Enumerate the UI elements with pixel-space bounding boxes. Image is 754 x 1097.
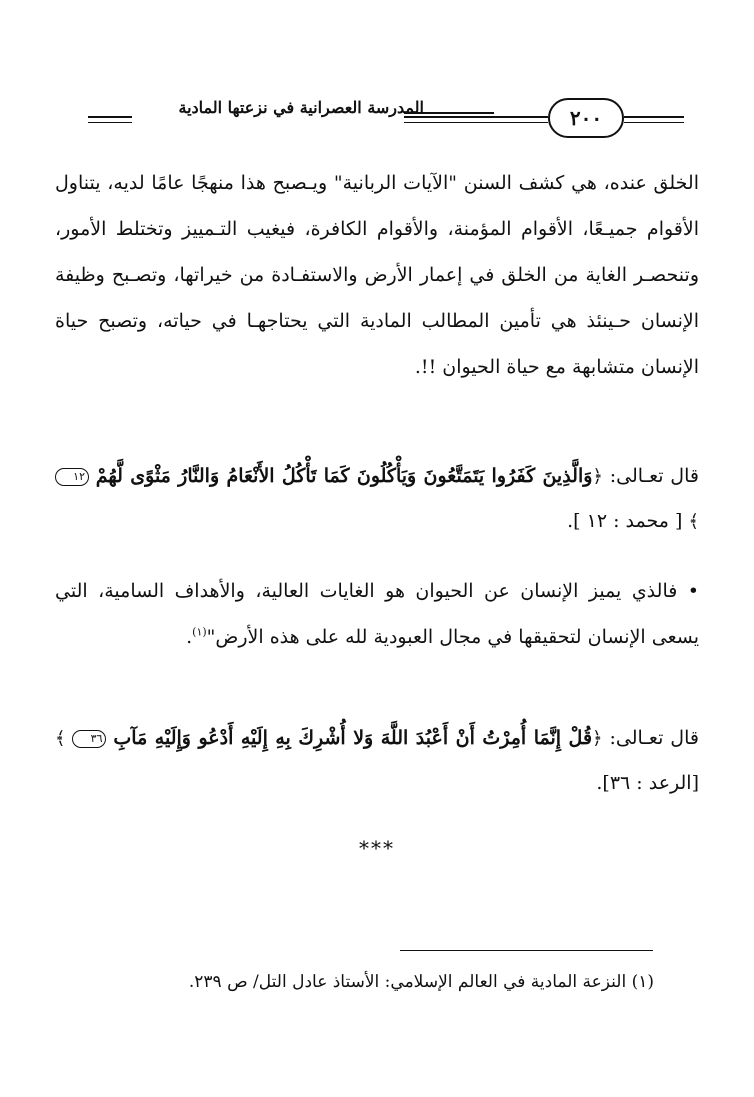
- footnote-reference: (١): [192, 625, 207, 639]
- quote-1-verse-number: ١٢: [55, 468, 89, 486]
- header-rule-far-right-thin: [88, 122, 132, 123]
- paragraph-2-text: • فالذي يميز الإنسان عن الحيوان هو الغايات العالية، والأهداف السامية، التي يسعى الإنسان لتحقيقها في مجال العبودية لله على هذه الأرض": [55, 580, 699, 648]
- quote-2-open-bracket: ﴿: [592, 728, 603, 749]
- quote-1-verse-text: وَالَّذِينَ كَفَرُوا يَتَمَتَّعُونَ وَيَأْكُلُونَ كَمَا تَأْكُلُ الأَنْعَامُ وَالنَّارُ مَثْوًى لَّهُمْ: [95, 465, 593, 487]
- quran-quote-1: [55, 454, 699, 544]
- header-rule-far-right: [88, 116, 132, 118]
- quote-2-close-bracket: ﴾: [55, 728, 66, 749]
- quote-2-verse-text: قُلْ إِنَّمَا أُمِرْتُ أَنْ أَعْبُدَ اللَّهَ وَلا أُشْرِكَ بِهِ إِلَيْهِ أَدْعُو وَإِلَيْهِ مَآبِ: [113, 727, 593, 749]
- running-title: المدرسة العصرانية في نزعتها المادية: [178, 98, 424, 117]
- header-rule-middle-thin: [624, 122, 684, 123]
- body-paragraph-2: [55, 568, 699, 660]
- body-paragraph-1: الخلق عنده، هي كشف السنن "الآيات الربانية" ويـصبح هذا منهجًا عامًا لديه، يتناول الأقوام جميـعًا، الأقوام المؤمنة، والأقوام الكافرة، فيغيب التـمييز وتختلط الأمور، وتنحصـر الغاية من الخلق في إعمار الأرض والاستفـادة من خيراتها، وتصـبح وظيفة الإنسان حـينئذ هي تأمين المطالب المادية التي يحتاجهـا في حياته، وتصبح حياة الإنسان متشابهة مع حياة الحيوان !!.: [55, 172, 699, 378]
- page-number: ٢٠٠: [548, 98, 624, 138]
- quote-1-open-bracket: ﴿: [592, 466, 603, 487]
- quote-2-reference: [الرعد : ٣٦].: [596, 772, 699, 794]
- footnote-rule: [400, 950, 653, 951]
- section-separator: ***: [359, 836, 395, 860]
- header-rule-left-thin: [404, 122, 548, 123]
- header-rule-middle: [624, 116, 684, 118]
- header-rule-left: [404, 116, 548, 118]
- quote-1-intro: قال تعـالى:: [609, 465, 699, 487]
- quran-quote-2: [55, 716, 699, 805]
- quote-1-close-bracket: ﴾: [688, 511, 699, 532]
- quote-2-verse-number: ٣٦: [72, 730, 106, 748]
- footnote: (١) النزعة المادية في العالم الإسلامي: الأستاذ عادل التل/ ص ٢٣٩.: [188, 972, 654, 992]
- quote-2-intro: قال تعـالى:: [609, 727, 699, 749]
- paragraph-2-end: .: [186, 626, 193, 648]
- page-header: [0, 86, 754, 166]
- quote-1-reference: [ محمد : ١٢ ].: [567, 510, 683, 532]
